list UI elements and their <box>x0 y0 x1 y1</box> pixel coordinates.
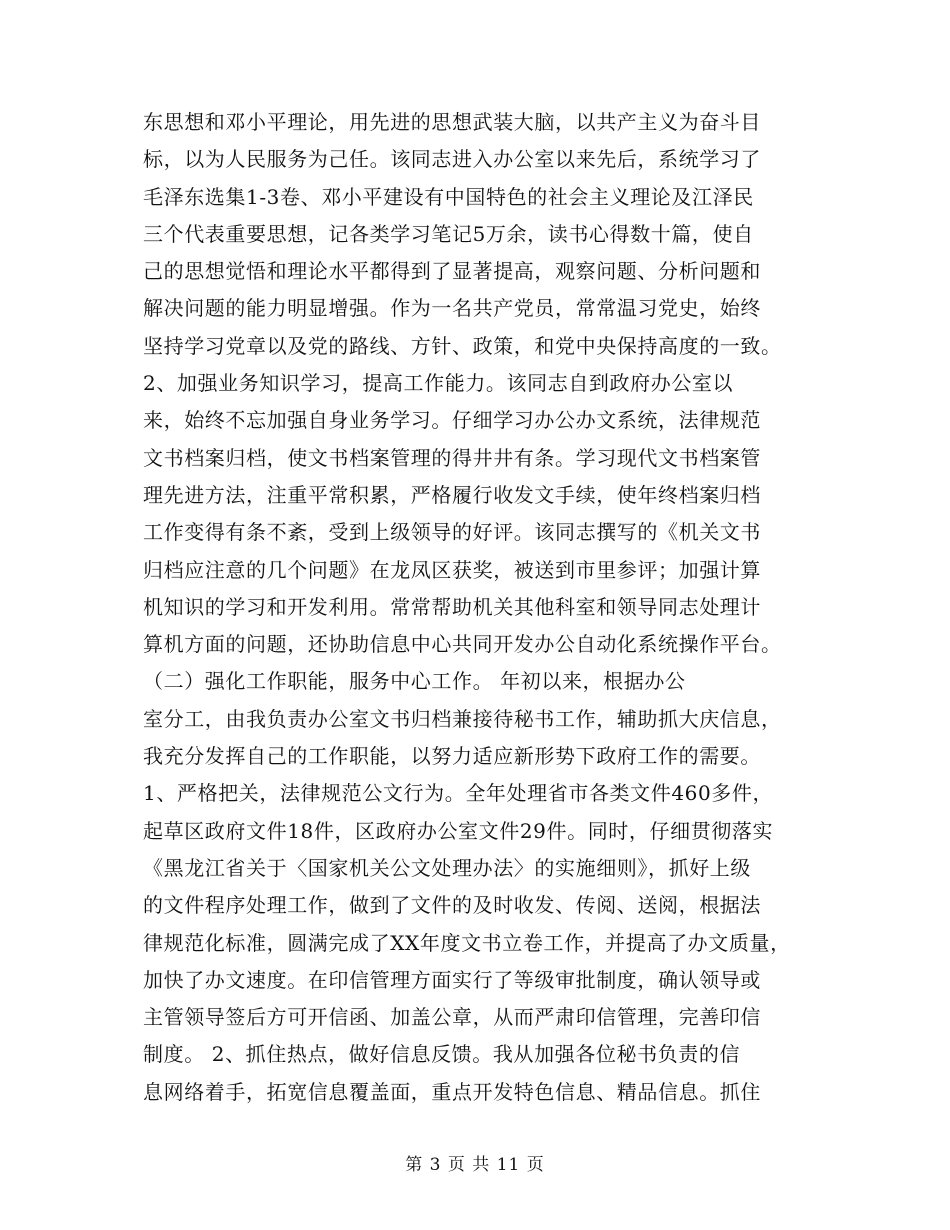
text-line: 1、严格把关，法律规范公文行为。全年处理省市各类文件460多件， <box>143 781 774 806</box>
text-line: 坚持学习党章以及党的路线、方针、政策，和党中央保持高度的一致。 <box>143 333 782 358</box>
text-line: 机知识的学习和开发利用。常常帮助机关其他科室和领导同志处理计 <box>143 594 761 619</box>
text-line: 标，以为人民服务为己任。该同志进入办公室以来先后，系统学习了 <box>143 147 761 172</box>
text-line: 室分工，由我负责办公室文书归档兼接待秘书工作，辅助抓大庆信息， <box>143 706 782 731</box>
text-line: 东思想和邓小平理论，用先进的思想武装大脑，以共产主义为奋斗目 <box>143 110 761 134</box>
text-line: 加快了办文速度。在印信管理方面实行了等级审批制度，确认领导或 <box>143 967 761 992</box>
text-line: 制度。 2、抓住热点，做好信息反馈。我从加强各位秘书负责的信 <box>143 1042 741 1067</box>
text-line: 主管领导签后方可开信函、加盖公章，从而严肃印信管理，完善印信 <box>143 1005 761 1030</box>
text-line: 毛泽东选集1-3卷、邓小平建设有中国特色的社会主义理论及江泽民 <box>143 184 754 209</box>
text-line: 起草区政府文件18件，区政府办公室文件29件。同时，仔细贯彻落实 <box>143 818 774 843</box>
text-line: 《黑龙江省关于〈国家机关公文处理办法〉的实施细则》，抓好上级 <box>143 855 751 880</box>
text-line: 己的思想觉悟和理论水平都得到了显著提高，观察问题、分析问题和 <box>143 259 761 284</box>
text-line: 我充分发挥自己的工作职能，以努力适应新形势下政府工作的需要。 <box>143 744 761 769</box>
text-line: 文书档案归档，使文书档案管理的得井井有条。学习现代文书档案管 <box>143 445 761 470</box>
text-line: 律规范化标准，圆满完成了XX年度文书立卷工作，并提高了办文质量， <box>143 930 791 955</box>
text-line: （二）强化工作职能，服务中心工作。 年初以来，根据办公 <box>143 669 686 694</box>
text-line: 解决问题的能力明显增强。作为一名共产党员，常常温习党史，始终 <box>143 296 761 321</box>
body-text <box>143 104 813 1111</box>
text-line: 理先进方法，注重平常积累，严格履行收发文手续，使年终档案归档 <box>143 482 761 507</box>
text-line: 归档应注意的几个问题》在龙凤区获奖，被送到市里参评；加强计算 <box>143 557 761 582</box>
text-line: 息网络着手，拓宽信息覆盖面，重点开发特色信息、精品信息。抓住 <box>143 1079 761 1104</box>
text-line: 的文件程序处理工作，做到了文件的及时收发、传阅、送阅，根据法 <box>143 893 761 918</box>
text-line: 工作变得有条不紊，受到上级领导的好评。该同志撰写的《机关文书 <box>143 520 761 545</box>
text-line: 2、加强业务知识学习，提高工作能力。该同志自到政府办公室以 <box>143 371 734 396</box>
text-line: 来，始终不忘加强自身业务学习。仔细学习办公办文系统，法律规范 <box>143 408 761 433</box>
text-line: 算机方面的问题，还协助信息中心共同开发办公自动化系统操作平台。 <box>143 632 782 657</box>
page-number-footer: 第 3 页 共 11 页 <box>405 1155 545 1175</box>
text-line: 三个代表重要思想，记各类学习笔记5万余，读书心得数十篇，使自 <box>143 221 754 246</box>
